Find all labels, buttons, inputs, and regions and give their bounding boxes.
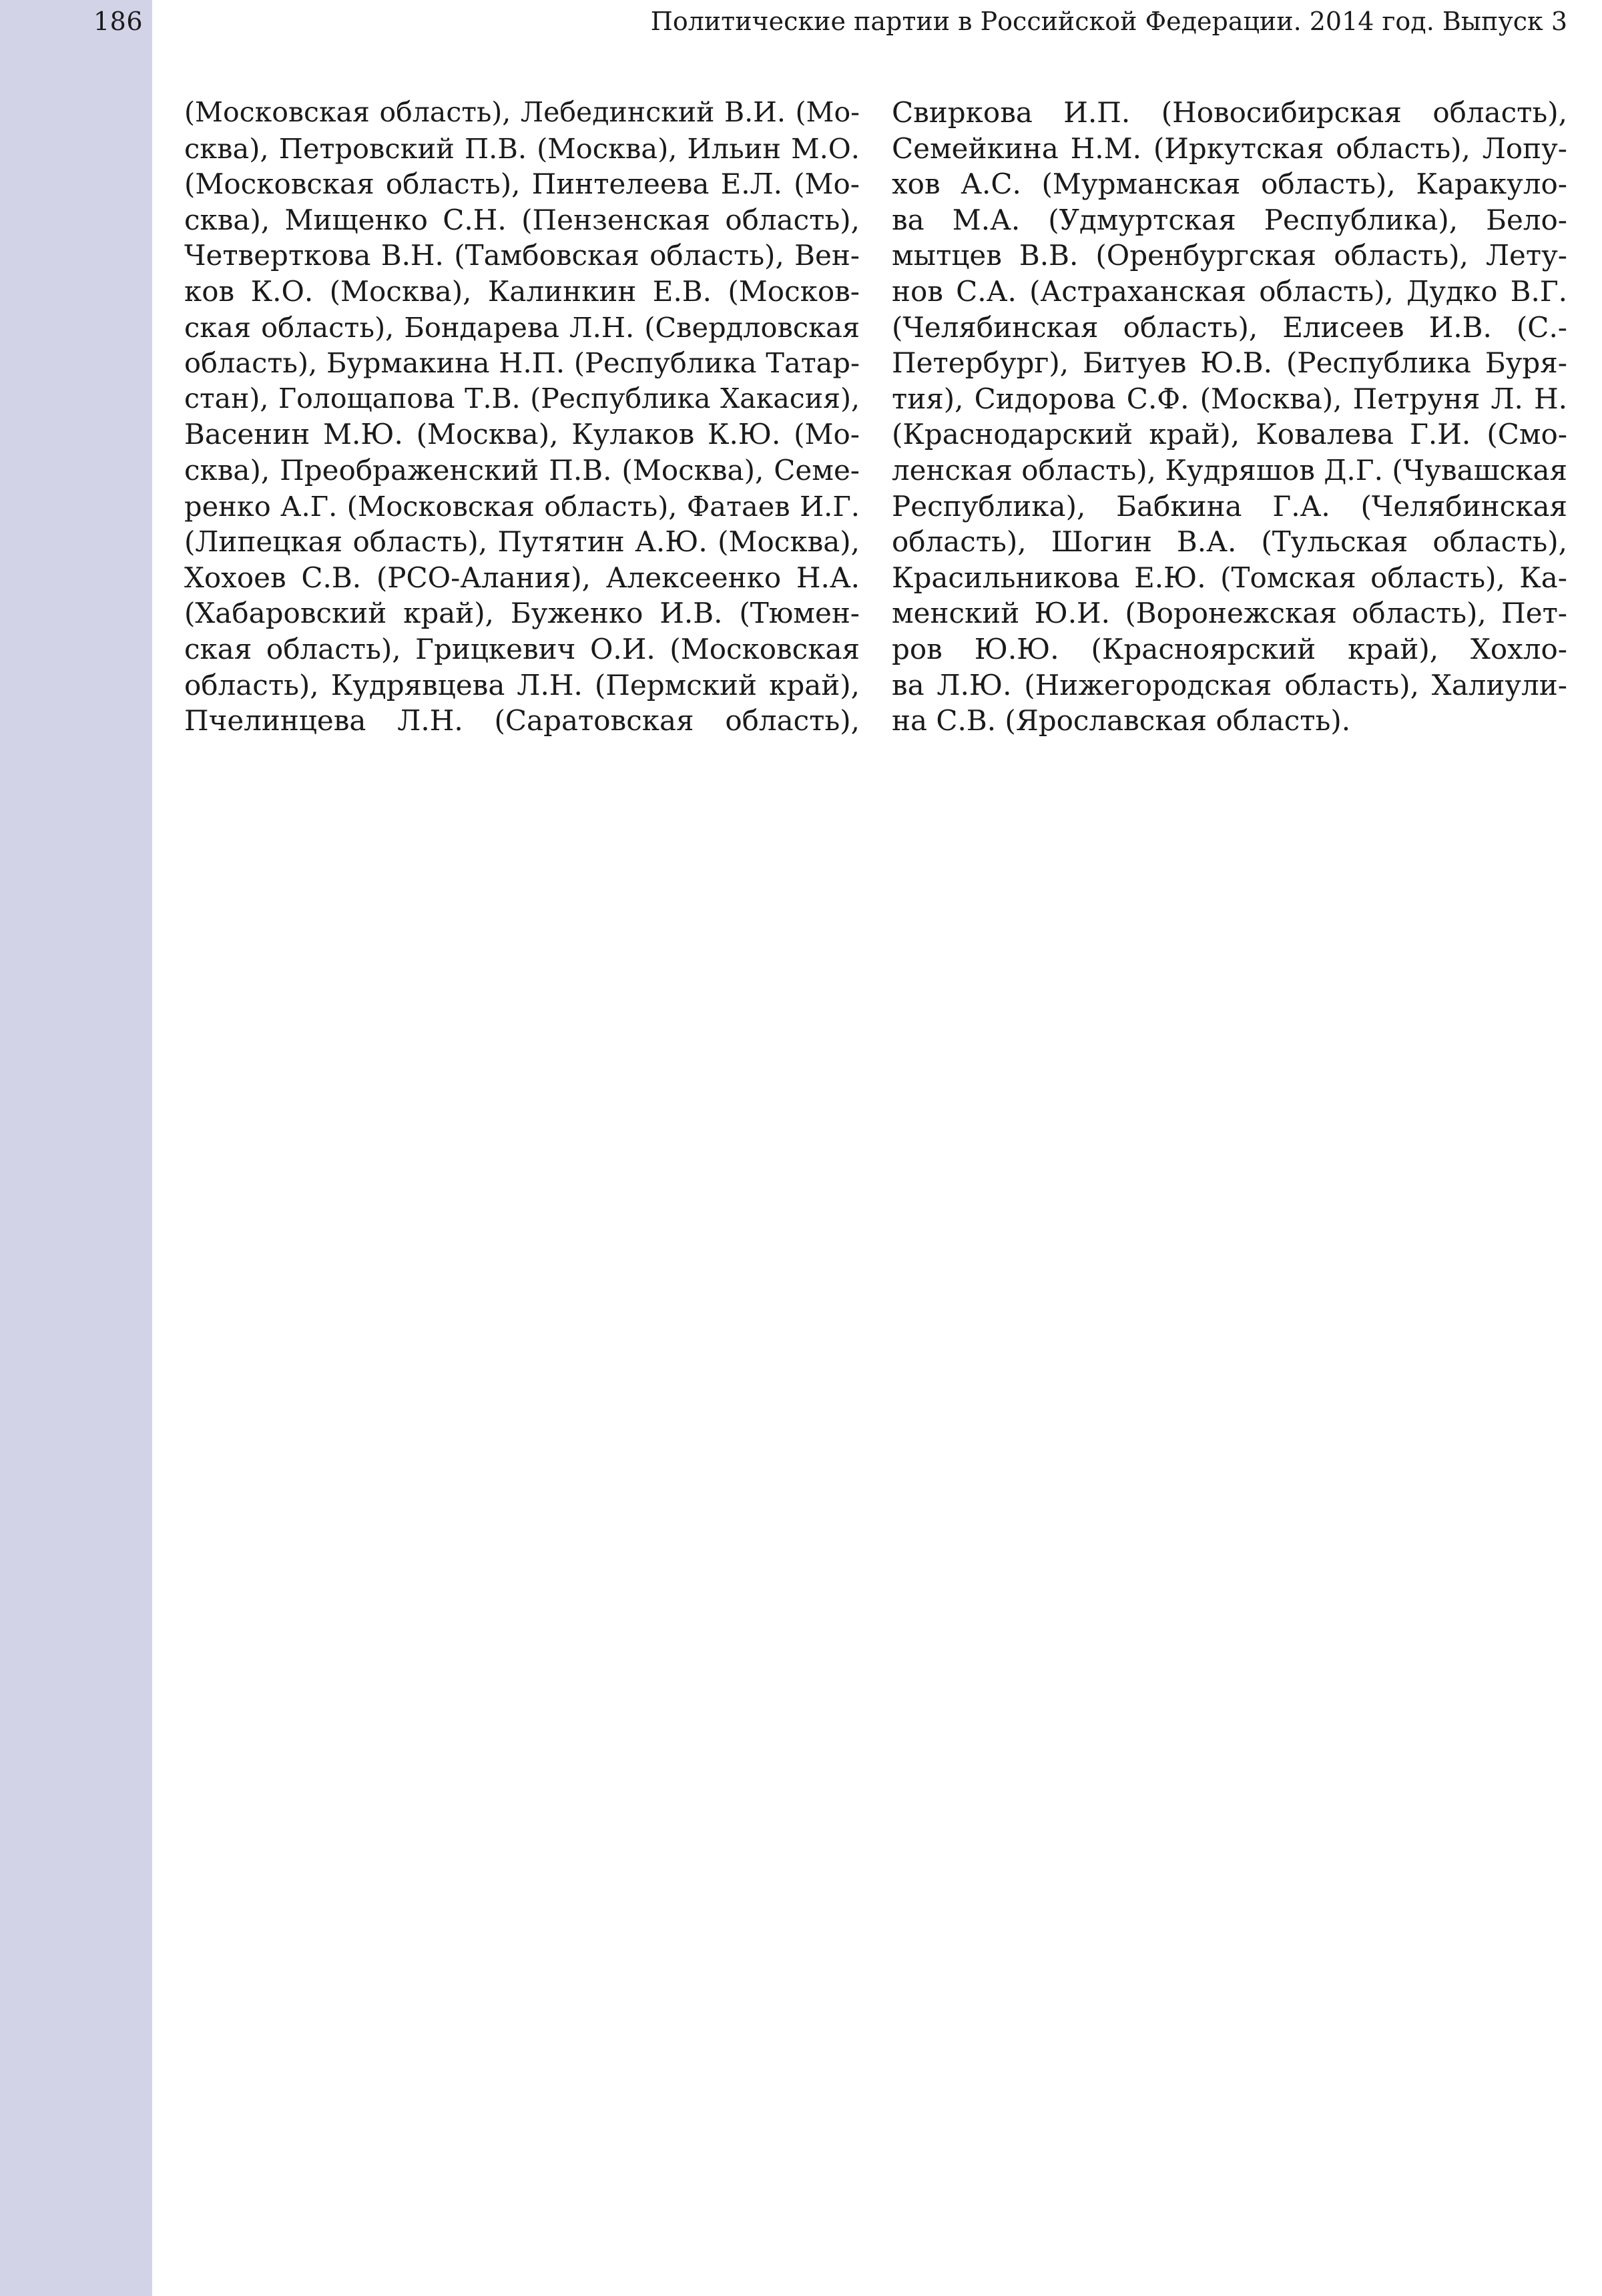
- text-line: (Хабаровский край), Буженко И.В. (Тюмен-: [184, 597, 860, 630]
- text-line: ков К.О. (Москва), Калинкин Е.В. (Москов-: [184, 274, 860, 308]
- text-line: сква), Преображенский П.В. (Москва), Семе-: [184, 453, 860, 487]
- text-line: ва М.А. (Удмуртская Республика), Бело-: [892, 203, 1567, 236]
- text-line: Четверткова В.Н. (Тамбовская область), Вен-: [184, 239, 860, 272]
- text-line: нов С.А. (Астраханская область), Дудко В.Г.: [892, 274, 1567, 308]
- text-line: ва Л.Ю. (Нижегородская область), Халиули-: [892, 668, 1567, 701]
- text-line: область), Бурмакина Н.П. (Республика Татар-: [184, 346, 860, 380]
- text-line: менский Ю.И. (Воронежская область), Пет-: [892, 597, 1567, 630]
- text-line: сква), Мищенко С.Н. (Пензенская область),: [184, 203, 860, 236]
- text-line: Свиркова И.П. (Новосибирская область),: [892, 96, 1567, 129]
- text-line: (Челябинская область), Елисеев И.В. (С.-: [892, 310, 1567, 344]
- text-line: (Липецкая область), Путятин А.Ю. (Москва),: [184, 525, 860, 559]
- text-line: Республика), Бабкина Г.А. (Челябинская: [892, 489, 1567, 523]
- side-color-band: [0, 0, 152, 2296]
- text-line: Семейкина Н.М. (Иркутская область), Лопу-: [892, 131, 1567, 165]
- text-line: Васенин М.Ю. (Москва), Кулаков К.Ю. (Мо-: [184, 418, 860, 451]
- text-line: хов А.С. (Мурманская область), Каракуло-: [892, 168, 1567, 201]
- text-line: Красильникова Е.Ю. (Томская область), Ка-: [892, 561, 1567, 594]
- text-line: тия), Сидорова С.Ф. (Москва), Петруня Л. Н.: [892, 382, 1567, 415]
- text-line: стан), Голощапова Т.В. (Республика Хакасия),: [184, 382, 860, 414]
- text-line: ров Ю.Ю. (Красноярский край), Хохло-: [892, 632, 1567, 665]
- text-column-left: [184, 95, 860, 739]
- text-column-right: [892, 95, 1567, 739]
- text-line: ренко А.Г. (Московская область), Фатаев И.Г.: [184, 489, 860, 523]
- page-number: 186: [93, 7, 144, 36]
- text-line: на С.В. (Ярославская область).: [892, 704, 1351, 738]
- text-line: сква), Петровский П.В. (Москва), Ильин М.О.: [184, 131, 860, 165]
- text-line: ленская область), Кудряшов Д.Г. (Чувашская: [892, 453, 1567, 487]
- text-line: ская область), Грицкевич О.И. (Московская: [184, 632, 860, 665]
- text-line: область), Шогин В.А. (Тульская область),: [892, 525, 1567, 559]
- text-line: ская область), Бондарева Л.Н. (Свердловская: [184, 310, 860, 344]
- text-line: область), Кудрявцева Л.Н. (Пермский край),: [184, 668, 860, 701]
- text-line: мытцев В.В. (Оренбургская область), Лету-: [892, 239, 1567, 272]
- text-line: (Московская область), Лебединский В.И. (Мо-: [184, 96, 860, 128]
- text-line: Хохоев С.В. (РСО-Алания), Алексеенко Н.А.: [184, 561, 860, 594]
- text-line: Пчелинцева Л.Н. (Саратовская область),: [184, 704, 860, 738]
- text-line: Петербург), Битуев Ю.В. (Республика Буря-: [892, 346, 1567, 380]
- text-line: (Московская область), Пинтелеева Е.Л. (Мо-: [184, 168, 860, 201]
- running-header: Политические партии в Российской Федерации. 2014 год. Выпуск 3: [650, 7, 1567, 36]
- text-line: (Краснодарский край), Ковалева Г.И. (Смо-: [892, 418, 1567, 451]
